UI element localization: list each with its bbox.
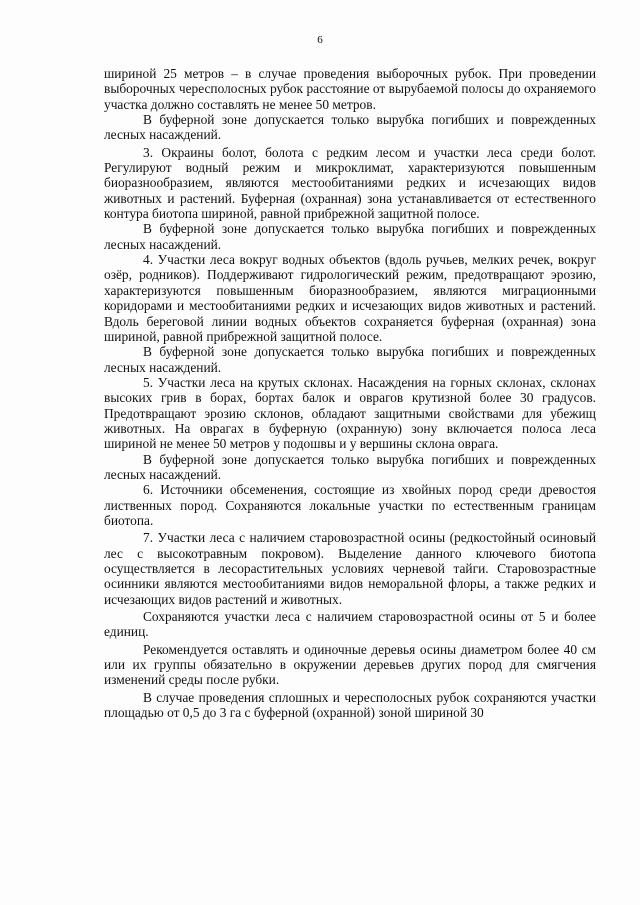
page-number: 6	[317, 34, 323, 46]
paragraph-buffer-zone-rule: В буферной зоне допускается только вырубка погибших и поврежденных лесных насаждений.	[104, 451, 596, 482]
paragraph-item-5-steep-slopes: 5. Участки леса на крутых склонах. Насаждения на горных склонах, склонах высоких грив в борах, бортах балок и оврагов крутизной более 30 градусов. Предотвращают эрозию склонов, обладают защитными свойствами для убежищ животных. На оврагах в буферную (охранную) зону включается полоса леса шириной не менее 50 метров у подошвы и у вершины склона оврага.	[104, 374, 596, 452]
document-body	[104, 66, 596, 720]
paragraph-buffer-zone-rule: В буферной зоне допускается только вырубка погибших и поврежденных лесных насаждений.	[104, 112, 596, 143]
paragraph-buffer-zone-rule: В буферной зоне допускается только вырубка погибших и поврежденных лесных насаждений.	[104, 221, 596, 252]
paragraph-item-4-water-objects: 4. Участки леса вокруг водных объектов (вдоль ручьев, мелких речек, вокруг озёр, родников). Поддерживают гидрологический режим, предотвращают эрозию, характеризуются повышенным биоразнообразием, являются миграционными коридорами и местообитаниями редких и исчезающих видов животных и растений. Вдоль береговой линии водных объектов сохраняется буферная (охранная) зона шириной, равной прибрежной защитной полосе.	[104, 252, 596, 344]
paragraph-aspen-recommendation: Рекомендуется оставлять и одиночные деревья осины диаметром более 40 см или их группы обязательно в окружении деревьев других пород для смягчения изменений среды после рубки.	[104, 641, 596, 688]
paragraph-item-7-old-aspen: 7. Участки леса с наличием старовозрастной осины (редкостойный осиновый лес с высокотравным покровом). Выделение данного ключевого биотопа осуществляется в лесорастительных условиях черневой тайги. Старовозрастные осинники являются местообитаниями видов неморальной флоры, а также редких и исчезающих видов растений и животных.	[104, 530, 596, 607]
paragraph-buffer-zone-rule: В буферной зоне допускается только вырубка погибших и поврежденных лесных насаждений.	[104, 344, 596, 375]
paragraph-clear-cutting-plots: В случае проведения сплошных и чересполосных рубок сохраняются участки площадью от 0,5 до 3 га с буферной (охранной) зоной шириной 30	[104, 689, 596, 721]
paragraph-item-6-seed-sources: 6. Источники обсеменения, состоящие из хвойных пород среди древостоя лиственных пород. Сохраняются локальные участки по естественным границам биотопа.	[104, 482, 596, 528]
paragraph-item-3-bogs: 3. Окраины болот, болота с редким лесом и участки леса среди болот. Регулируют водный режим и микроклимат, характеризуются повышенным биоразнообразием, являются местообитаниями редких и исчезающих видов животных и растений. Буферная (охранная) зона устанавливается от естественного контура биотопа шириной, равной прибрежной защитной полосе.	[104, 144, 596, 222]
paragraph-aspen-preservation: Сохраняются участки леса с наличием старовозрастной осины от 5 и более единиц.	[104, 609, 596, 640]
paragraph-buffer-width-continued: шириной 25 метров – в случае проведения выборочных рубок. При проведении выборочных чересполосных рубок расстояние от вырубаемой полосы до охраняемого участка должно составлять не менее 50 метров.	[104, 66, 596, 112]
